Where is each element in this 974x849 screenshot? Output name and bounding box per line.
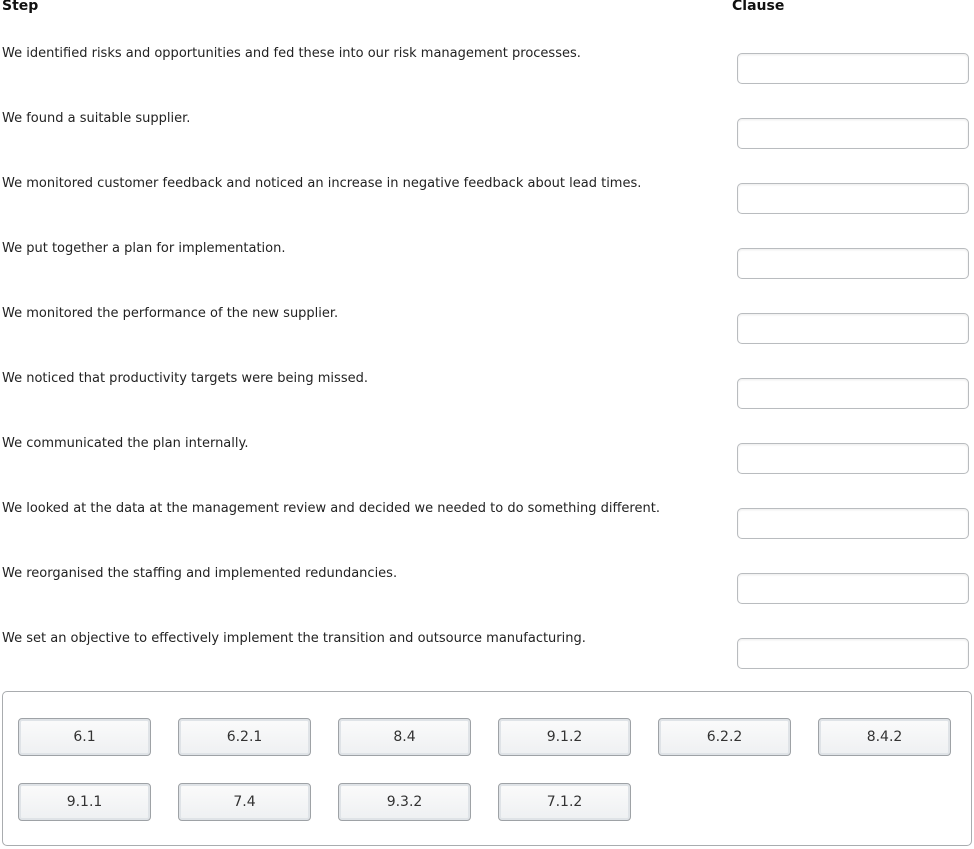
step-row	[0, 111, 974, 151]
step-text: We monitored the performance of the new supplier.	[2, 306, 339, 321]
clause-option-bank	[2, 691, 972, 846]
step-row	[0, 436, 974, 476]
clause-option-chip[interactable]: 8.4.2	[818, 718, 951, 756]
step-row	[0, 631, 974, 671]
step-text: We reorganised the staffing and implemented redundancies.	[2, 566, 398, 581]
step-text: We communicated the plan internally.	[2, 436, 249, 451]
clause-option-chip[interactable]: 6.2.2	[658, 718, 791, 756]
clause-column-header: Clause	[732, 0, 785, 14]
clause-drop-target[interactable]	[737, 53, 969, 84]
step-row	[0, 46, 974, 86]
step-text: We found a suitable supplier.	[2, 111, 191, 126]
clause-drop-target[interactable]	[737, 378, 969, 409]
step-column-header: Step	[2, 0, 39, 14]
clause-option-chip[interactable]: 6.1	[18, 718, 151, 756]
step-row	[0, 306, 974, 346]
clause-drop-target[interactable]	[737, 248, 969, 279]
step-text: We put together a plan for implementation.	[2, 241, 286, 256]
clause-drop-target[interactable]	[737, 508, 969, 539]
clause-option-chip[interactable]: 7.4	[178, 783, 311, 821]
clause-drop-target[interactable]	[737, 183, 969, 214]
clause-option-chip[interactable]: 7.1.2	[498, 783, 631, 821]
clause-option-chip[interactable]: 6.2.1	[178, 718, 311, 756]
step-row	[0, 501, 974, 541]
clause-drop-target[interactable]	[737, 118, 969, 149]
step-text: We identified risks and opportunities and fed these into our risk management processes.	[2, 46, 581, 61]
step-row	[0, 176, 974, 216]
clause-drop-target[interactable]	[737, 638, 969, 669]
step-text: We set an objective to effectively implement the transition and outsource manufacturing.	[2, 631, 586, 646]
step-text: We monitored customer feedback and noticed an increase in negative feedback about lead times.	[2, 176, 642, 191]
step-text: We noticed that productivity targets were being missed.	[2, 371, 368, 386]
step-row	[0, 371, 974, 411]
clause-option-chip[interactable]: 9.3.2	[338, 783, 471, 821]
clause-option-chip[interactable]: 9.1.2	[498, 718, 631, 756]
clause-option-chip[interactable]: 8.4	[338, 718, 471, 756]
clause-drop-target[interactable]	[737, 313, 969, 344]
step-row	[0, 241, 974, 281]
clause-drop-target[interactable]	[737, 573, 969, 604]
step-row	[0, 566, 974, 606]
clause-option-chip[interactable]: 9.1.1	[18, 783, 151, 821]
clause-drop-target[interactable]	[737, 443, 969, 474]
step-text: We looked at the data at the management review and decided we needed to do something different.	[2, 501, 660, 516]
